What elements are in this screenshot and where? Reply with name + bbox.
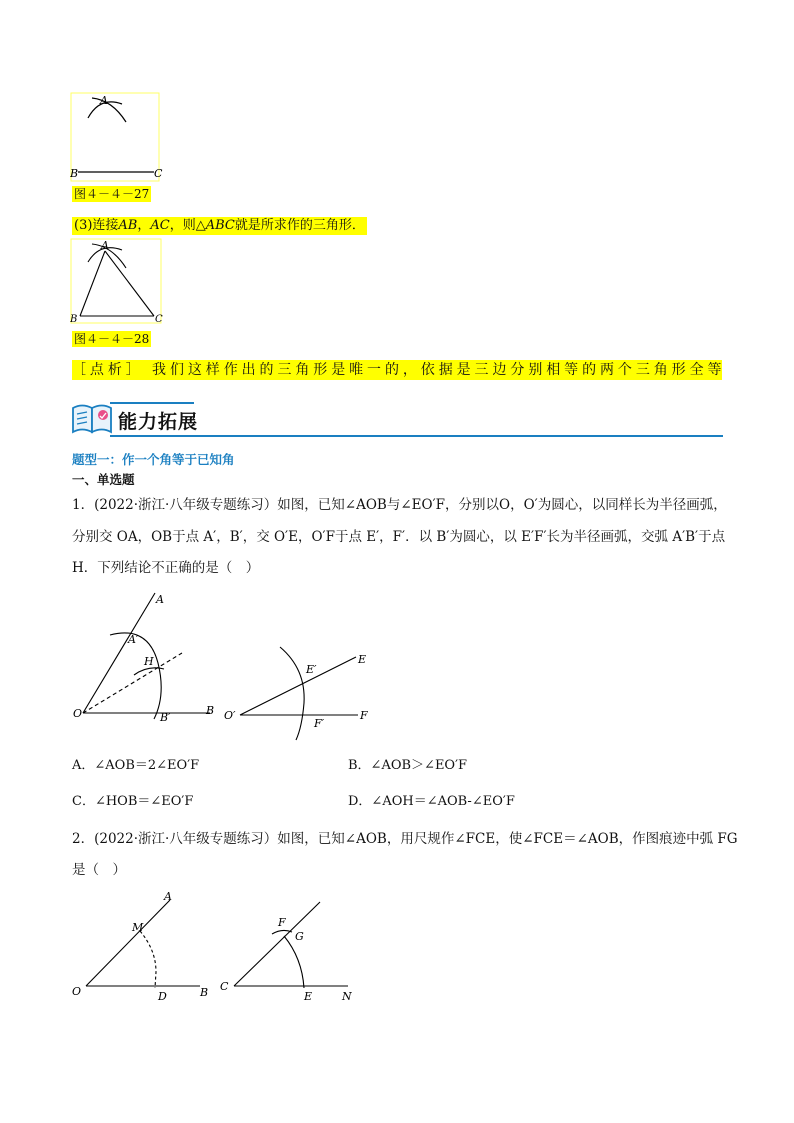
step-3-comma: ， (137, 218, 151, 233)
q1-label-h: H (144, 655, 154, 668)
q1-option-a: A．∠AOB＝2∠EO′F (72, 758, 200, 773)
book-icon (70, 400, 116, 436)
fig28-label-c: C (155, 314, 163, 325)
fig27-label-c: C (154, 167, 163, 180)
q2-label-m: M (132, 921, 144, 934)
q2-label-d: D (158, 990, 167, 1003)
q2-label-f: F (278, 916, 286, 929)
q1-label-a1: A′ (128, 633, 139, 646)
step-3-mid: ，则△ (169, 218, 206, 233)
q1-label-e: E (358, 653, 367, 666)
q1-line-2: 分别交 OA，OB于点 A′，B′，交 O′E，O′F于点 E′，F′．以 B′为圆心，以 E′F′长为半径画弧，交弧 A′B′于点 (72, 529, 726, 545)
step-3-prefix: (3)连接 (74, 218, 119, 233)
q2-label-e: E (304, 990, 313, 1003)
q2-label-a: A (164, 890, 172, 903)
q1-option-b: B．∠AOB＞∠EO′F (348, 758, 468, 773)
q2-label-o: O (72, 985, 82, 998)
section-rule (110, 435, 723, 437)
q1-label-b1: B′ (160, 711, 171, 724)
q2-label-c: C (220, 980, 229, 993)
type-heading: 题型一：作一个角等于已知角 (72, 452, 235, 467)
figure-4-4-27 (70, 92, 165, 184)
q2-line-1: 2．(2022·浙江·八年级专题练习）如图，已知∠AOB，用尺规作∠FCE，使∠FCE＝∠AOB，作图痕迹中弧 FG (72, 831, 738, 847)
q1-label-b: B (206, 704, 215, 717)
q2-label-b: B (200, 986, 209, 999)
q1-label-a: A (156, 593, 164, 606)
q1-figure (70, 585, 380, 745)
step-3-ab: AB (118, 218, 138, 233)
fig27-label-b: B (70, 167, 79, 180)
note-text: ［点析］ 我们这样作出的三角形是唯一的，依据是三边分别相等的两个三角形全等 (72, 362, 722, 378)
fig27-label-a: A (100, 94, 108, 107)
step-3-suffix: 就是所求作的三角形． (234, 218, 365, 233)
q1-option-c: C．∠HOB＝∠EO′F (72, 794, 194, 809)
q1-label-e1: E′ (306, 663, 317, 676)
section-title-bar (110, 402, 194, 404)
step-3-text (72, 217, 367, 235)
q2-label-g: G (295, 930, 304, 943)
q1-label-f1: F′ (314, 717, 325, 730)
figure-4-4-28 (70, 238, 165, 328)
fig28-label-a: A (101, 239, 109, 252)
fig28-label-b: B (70, 314, 78, 325)
step-3-ac: AC (150, 218, 170, 233)
q1-option-d: D．∠AOH＝∠AOB-∠EO′F (348, 794, 515, 809)
q1-label-o: O (73, 707, 83, 720)
part-heading: 一、单选题 (72, 472, 135, 487)
figure-4-4-28-caption: 图４－４－28 (74, 332, 150, 346)
figure-4-4-27-caption: 图４－４－27 (74, 187, 150, 201)
step-3-abc: ABC (205, 218, 235, 233)
q1-line-1: 1．(2022·浙江·八年级专题练习）如图，已知∠AOB与∠EO′F，分别以O，O′为圆心，以同样长为半径画弧， (72, 497, 727, 513)
q1-label-f: F (360, 709, 368, 722)
q1-label-o1: O′ (224, 709, 236, 722)
q2-label-n: N (342, 990, 352, 1003)
section-title: 能力拓展 (118, 411, 199, 433)
q2-line-2: 是（ ） (72, 862, 126, 878)
q1-line-3: H．下列结论不正确的是（ ） (72, 560, 260, 576)
q2-figure (70, 888, 370, 1013)
